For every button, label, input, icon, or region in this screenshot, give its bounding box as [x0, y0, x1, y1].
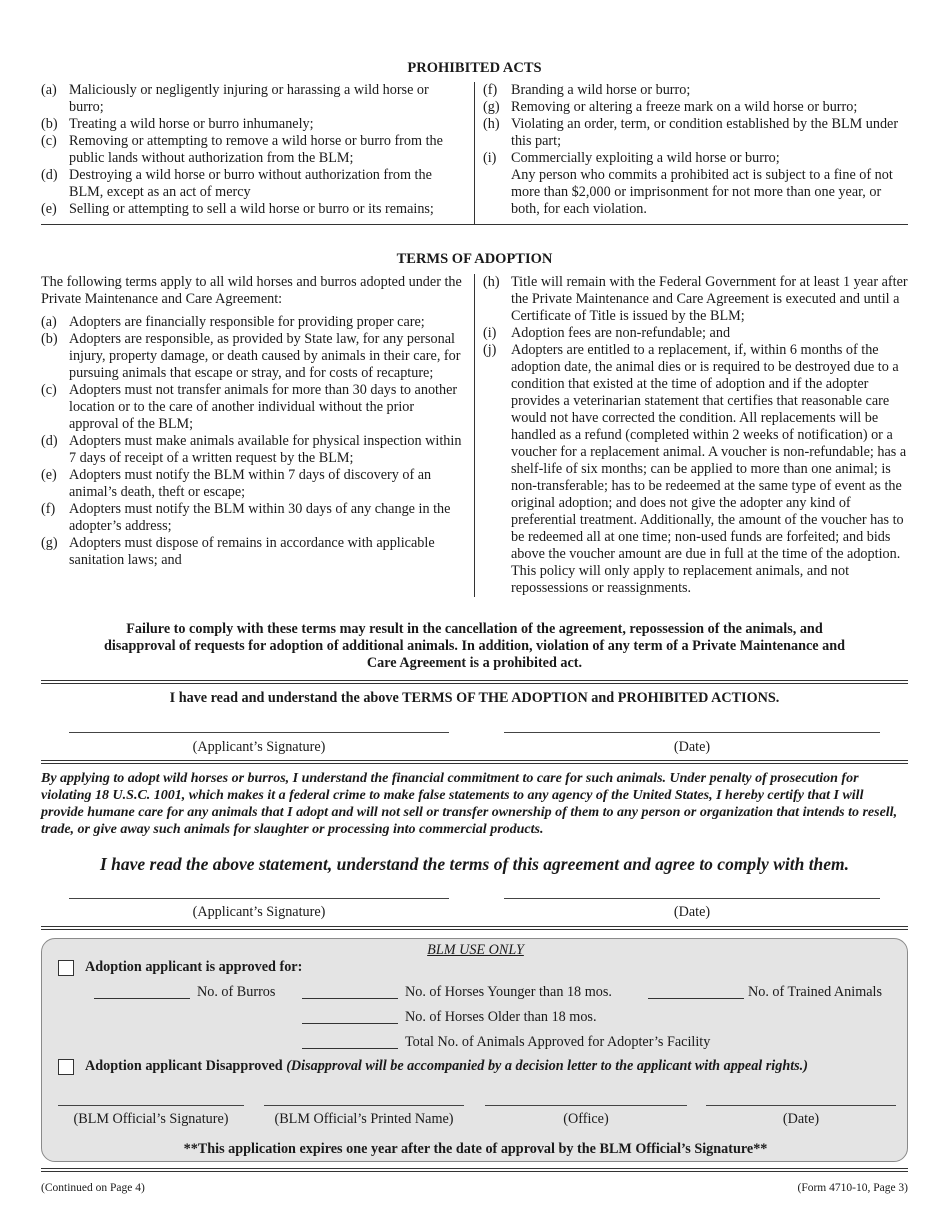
blm-header: BLM USE ONLY: [427, 942, 524, 958]
total-count-field[interactable]: [302, 1033, 398, 1049]
disapproved-note: (Disapproval will be accompanied by a decision letter to the applicant with appeal rights.): [286, 1058, 808, 1074]
list-item: (c) Removing or attempting to remove a wild horse or burro from the public lands without authorization from the BLM;: [41, 133, 443, 166]
list-item: (i) Commercially exploiting a wild horse or burro;: [483, 150, 780, 166]
list-item: (h) Title will remain with the Federal Government for at least 1 year after the Private Maintenance and Care Agreement is executed and until a Certificate of Title is issued by the BLM;: [483, 274, 908, 324]
terms-warning: Failure to comply with these terms may result in the cancellation of the agreement, repossession of the animals, and disapproval of requests for adoption of additional animals. In addition, violation of any term of a Private Maintenance and Care Agreement is a prohibited act.: [104, 621, 845, 671]
trained-count-field[interactable]: [648, 983, 744, 999]
approved-checkbox[interactable]: [58, 960, 74, 976]
list-item: (a) Adopters are financially responsible for providing proper care;: [41, 314, 425, 330]
office-line[interactable]: [485, 1105, 687, 1106]
terms-intro: The following terms apply to all wild horses and burros adopted under the Private Maintenance and Care Agreement:: [41, 274, 462, 307]
list-item: (b) Adopters are responsible, as provided by State law, for any personal injury, property damage, or death caused by animals in their care, for pursuing animals that escape or stray, and for costs of recapture;: [41, 331, 461, 381]
date-line-2[interactable]: [504, 898, 880, 899]
list-item: (c) Adopters must not transfer animals for more than 30 days to another location or to the care of another individual without the prior approval of the BLM;: [41, 382, 458, 432]
applicant-signature-line-2[interactable]: [69, 898, 449, 899]
list-item: (i) Adoption fees are non-refundable; and: [483, 325, 731, 341]
horses-old-label: No. of Horses Older than 18 mos.: [405, 1009, 597, 1025]
office-label: (Office): [563, 1111, 609, 1127]
prohibited-acts-section: [41, 60, 908, 225]
official-name-label: (BLM Official’s Printed Name): [274, 1111, 454, 1127]
terms-title: TERMS OF ADOPTION: [396, 251, 553, 267]
total-label: Total No. of Animals Approved for Adopter’s Facility: [405, 1034, 711, 1050]
list-item: (b) Treating a wild horse or burro inhumanely;: [41, 116, 314, 132]
disapproved-row: [85, 1058, 905, 1075]
prohibited-right-list: [474, 82, 908, 224]
disapproved-label: Adoption applicant Disapproved: [85, 1058, 283, 1074]
list-item: (g) Removing or altering a freeze mark on a wild horse or burro;: [483, 99, 858, 115]
footer-form-number: (Form 4710-10, Page 3): [797, 1182, 908, 1194]
burros-count-field[interactable]: [94, 983, 190, 999]
terms-right-list: [474, 274, 908, 597]
blm-date-label: (Date): [782, 1111, 820, 1127]
acknowledgement-terms: I have read and understand the above TERMS OF THE ADOPTION and PROHIBITED ACTIONS.: [169, 690, 780, 706]
date-label-1: (Date): [673, 739, 711, 755]
blm-date-line[interactable]: [706, 1105, 896, 1106]
penalty-text: Any person who commits a prohibited act is subject to a fine of not more than $2,000 or imprisonment for not more than one year, or both, for each violation.: [511, 167, 893, 217]
list-item: (d) Adopters must make animals available for physical inspection within 7 days of receipt of a written request by the BLM;: [41, 433, 462, 466]
trained-label: No. of Trained Animals: [748, 984, 882, 1000]
horses-old-count-field[interactable]: [302, 1008, 398, 1024]
applicant-signature-label-1: (Applicant’s Signature): [192, 739, 326, 755]
official-signature-line[interactable]: [58, 1105, 244, 1106]
list-item: (f) Branding a wild horse or burro;: [483, 82, 691, 98]
official-name-line[interactable]: [264, 1105, 464, 1106]
certification-statement: By applying to adopt wild horses or burros, I understand the financial commitment to care for such animals. Under penalty of prosecution for violating 18 U.S.C. 1001, which makes it a federal crime to make false statements to any agency of the United States, I hereby certify that I will provide humane care for any animals that I adopt and will not sell or transfer ownership of them to any person or organization that intends to resell, trade, or give away such animals for slaughter or processing into commercial products.: [41, 771, 898, 837]
disapproved-checkbox[interactable]: [58, 1059, 74, 1075]
list-item: (e) Adopters must notify the BLM within 7 days of discovery of an animal’s death, theft or escape;: [41, 467, 432, 500]
horses-young-label: No. of Horses Younger than 18 mos.: [405, 984, 612, 1000]
horses-young-count-field[interactable]: [302, 983, 398, 999]
list-item: (f) Adopters must notify the BLM within 30 days of any change in the adopter’s address;: [41, 501, 451, 534]
prohibited-acts-title: PROHIBITED ACTS: [407, 60, 542, 76]
footer-continued: (Continued on Page 4): [41, 1182, 145, 1194]
list-item: (d) Destroying a wild horse or burro without authorization from the BLM, except as an act of mercy: [41, 167, 432, 200]
official-signature-label: (BLM Official’s Signature): [73, 1111, 229, 1127]
date-line-1[interactable]: [504, 732, 880, 733]
date-label-2: (Date): [673, 904, 711, 920]
terms-section: [41, 251, 908, 597]
list-item: (e) Selling or attempting to sell a wild horse or burro or its remains;: [41, 201, 434, 217]
acknowledgement-statement: I have read the above statement, understand the terms of this agreement and agree to comply with them.: [99, 854, 850, 874]
list-item: (j) Adopters are entitled to a replacement, if, within 6 months of the adoption date, the animal dies or is required to be destroyed due to a condition that existed at the time of adoption and if the adopter provides a veterinarian statement that certifies that reasonable care would not have corrected the condition. All replacements will be handled as a refund (completed within 2 weeks of notification) or a voucher for a replacement animal. A voucher is non-refundable; has a shelf-life of six months; can be applied to more than one animal; is non-transferable; has to be redeemed at the same type of event as the original adoption; and does not give the adopter any kind of preferential treatment. Additionally, the amount of the voucher has to be redeemed all at one time; non-used funds are forfeited; and bids above the voucher amount are due in full at the time of the adoption. This policy will only apply to replacement animals, and not repossessions or reassignments.: [483, 342, 907, 596]
list-item: (g) Adopters must dispose of remains in accordance with applicable sanitation laws; and: [41, 535, 435, 568]
blm-use-only-box: [41, 938, 908, 1162]
burros-label: No. of Burros: [197, 984, 276, 1000]
list-item: (a) Maliciously or negligently injuring or harassing a wild horse or burro;: [41, 82, 429, 115]
approved-label: Adoption applicant is approved for:: [85, 959, 303, 975]
applicant-signature-label-2: (Applicant’s Signature): [192, 904, 326, 920]
applicant-signature-line-1[interactable]: [69, 732, 449, 733]
expiry-notice: **This application expires one year after the date of approval by the BLM Official’s Signature**: [183, 1141, 768, 1157]
prohibited-left-list: [41, 82, 474, 224]
terms-left-list: [41, 274, 474, 597]
list-item: (h) Violating an order, term, or condition established by the BLM under this part;: [483, 116, 899, 149]
